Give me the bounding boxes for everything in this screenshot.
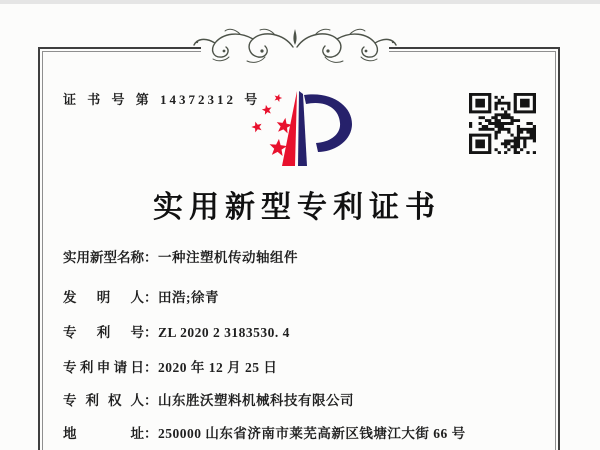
field-colon: ： (144, 393, 158, 408)
field-colon: ： (144, 426, 158, 441)
field-row-address (63, 426, 553, 442)
field-colon: ： (144, 325, 158, 340)
field-value: 2020 年 12 月 25 日 (158, 360, 278, 375)
field-value: 一种注塑机传动轴组件 (158, 250, 298, 265)
scroll-flourish-icon (193, 26, 397, 72)
certificate-title: 实用新型专利证书 (153, 191, 441, 224)
certificate-fields (63, 250, 553, 450)
field-row-application-date (63, 360, 553, 376)
field-colon: ： (144, 290, 158, 305)
field-label: 专利申请日 (63, 360, 144, 375)
field-value: 田浩;徐青 (158, 290, 219, 305)
scan-edge-artifact (0, 0, 600, 4)
certificate-number: 证 书 号 第 14372312 号 (63, 92, 261, 107)
field-value: 250000 山东省济南市莱芜高新区钱塘江大街 66 号 (158, 426, 466, 441)
field-label: 发明人 (63, 290, 144, 305)
field-colon: ： (144, 250, 158, 265)
field-colon: ： (144, 360, 158, 375)
field-label: 地址 (63, 426, 144, 441)
field-label: 实用新型名称 (63, 250, 144, 265)
field-row-patentee (63, 393, 553, 409)
field-value: 山东胜沃塑料机械科技有限公司 (158, 393, 354, 408)
field-row-patent-number (63, 325, 553, 341)
field-row-utility-model-name (63, 250, 553, 266)
field-label: 专利权人 (63, 393, 144, 408)
qr-code-icon (469, 93, 536, 154)
cnipa-patent-logo-icon (232, 86, 360, 172)
field-row-inventors (63, 290, 553, 306)
field-label: 专利号 (63, 325, 144, 340)
field-value: ZL 2020 2 3183530. 4 (158, 325, 290, 340)
